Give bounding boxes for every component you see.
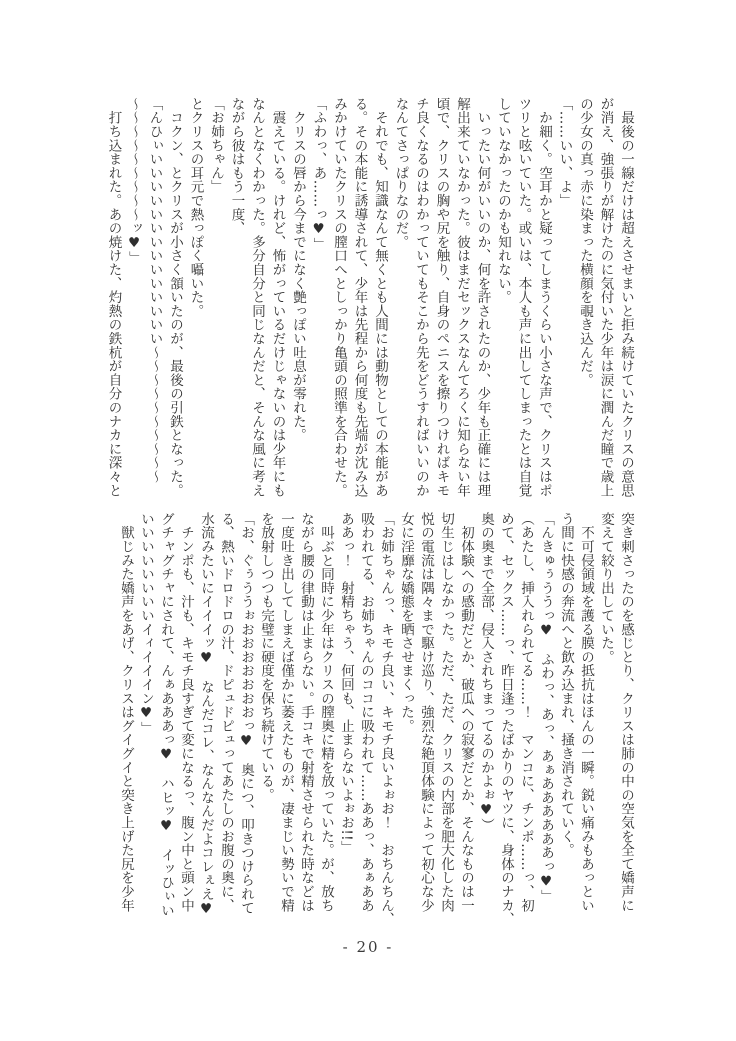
text-column: 一度吐き出してしまえば僅かに萎えたものが、凄まじい勢いで精: [278, 512, 294, 913]
text-column: 突き刺さったのを感じとり、クリスは肺の中の空気を全て嬌声に: [618, 512, 634, 913]
text-column: 「……いい、よ」: [556, 97, 573, 208]
text-column: 「ふわっ、あ……っ♥」: [310, 97, 327, 252]
page-number: - 20 -: [342, 938, 394, 956]
text-column: 震えている。けれど、怖がっているだけじゃないのは少年にも: [269, 97, 286, 498]
text-column: が消え、強張りが解けたのに気付いた少年は涙に潤んだ瞳で歳上: [597, 97, 614, 498]
text-column: （あたし、挿入れられてる……！ マンコに、チンポ……っ、初: [518, 512, 534, 913]
text-column: とクリスの耳元で熱っぽく囁いた。: [187, 97, 204, 318]
text-column: ながら腰の律動は止まらない。手コキで射精させられた時などは: [298, 512, 314, 913]
text-column: 不可侵領域を護る膜の抵抗はほんの一瞬。鋭い痛みもあっとい: [578, 512, 594, 913]
text-column: 水流みたいにイイイッ♥ なんだコレ、なんなんだよコレぇえ♥: [198, 512, 214, 918]
text-column: それでも、知識なんて無くとも人間には動物としての本能があ: [372, 97, 388, 498]
text-column: 「お姉ちゃんっ、キモチ良い、キモチ良いよぉお！ おちんちん、: [378, 512, 394, 926]
text-column: めて、セックス……っ、昨日逢ったばかりのヤツに、身体のナカ、: [498, 512, 514, 926]
text-column: う間に快感の奔流へと飲み込まれ、掻き消されていく。: [558, 512, 574, 857]
text-column: 悦の電流は隅々まで駆け巡り、強烈な絶頂体験によって初心な少: [418, 512, 434, 913]
text-column: 叫ぶと同時に少年はクリスの膣奥に精を放っていた。が、放ち: [318, 512, 334, 913]
text-column: 変えて絞り出していた。: [598, 512, 614, 664]
text-column: る。その本能に誘導されて、少年は先程から何度も先端が沈み込: [351, 97, 368, 498]
text-column: の少女の真っ赤に染まった横顔を覗き込んだ。: [577, 97, 593, 387]
text-column: る、熱いドロドロの汁、ドピュドピュってあたしのお腹の奥に、: [218, 512, 234, 913]
text-column: ～～～～～～～～～ッ♥」: [126, 97, 142, 266]
text-column: していなかったのかも知れない。: [495, 97, 511, 304]
text-column: みかけていたクリスの膣口へとしっかり亀頭の照準を合わせた。: [331, 97, 347, 498]
text-column: なんてさっぱりなのだ。: [392, 97, 409, 249]
text-column: 獣じみた嬌声をあげ、クリスはグイグイと突き上げた尻を少年: [118, 512, 134, 913]
text-column: 解出来ていなかった。彼はまだセックスなんてろくに知らない年: [454, 97, 470, 498]
text-column: を放射しつつも完璧に硬度を保ち続けている。: [258, 512, 274, 802]
text-column: ああっ！ 射精ちゃう、何回も、止まらないよぉお!!」: [338, 512, 354, 855]
text-block-top: [103, 97, 636, 499]
text-column: 初体験への感動だとか、破瓜への寂寥だとか、そんなものは一: [458, 512, 474, 913]
text-column: いったい何がいいのか、何を許されたのか、少年も正確には理: [474, 97, 491, 498]
text-column: クリスの唇から今までになく艶っぽい吐息が零れた。: [290, 97, 306, 442]
text-column: 「お、ぐぅううぉおおおおおおおっ♥ 奥につ、叩きつけられて: [238, 512, 254, 915]
text-column: 「お姉ちゃん」: [208, 97, 224, 194]
text-column: 最後の一線だけは超えさせまいと拒み続けていたクリスの意思: [618, 97, 634, 498]
text-column: 切生じはしなかった。ただ、ただ、クリスの内部を肥大化した肉: [438, 512, 454, 913]
text-column: グチャグチャにされて、んぁあああっ♥ ハヒッ♥ イッひぃい: [158, 512, 174, 918]
text-column: ながら彼はもう一度、: [228, 97, 245, 235]
text-column: 打ち込まれた。あの焼けた、灼熱の鉄杭が自分のナカに深々と: [105, 97, 122, 498]
text-column: なんとなくわかった。多分自分と同じなんだと、そんな風に考え: [249, 97, 265, 498]
text-column: 吸われてる、お姉ちゃんのココに吸われて……ああっ、あぁああ: [358, 512, 374, 913]
text-block-bottom: [116, 512, 636, 936]
text-column: ツリと呟いていた。或いは、本人も声に出してしまったとは自覚: [515, 97, 532, 498]
text-column: コクン、とクリスが小さく頷いたのが、最後の引鉄となった。: [167, 97, 183, 498]
text-column: 「んきゅぅううっ♥ ふわっ、あっ、あぁああああああっ♥」: [538, 512, 554, 904]
text-column: 「んひぃいいいいいいいいいいいいいい～～～～～～～～～～: [146, 97, 163, 484]
text-column: チンポも、汁も、キモチ良すぎて変になるっ、腹ン中と頭ン中: [178, 512, 194, 913]
text-column: チ良くなるのはわかっていてもそこから先をどうすればいいのか: [413, 97, 429, 498]
text-column: いいいいいいいいイィイイイン♥」: [138, 512, 154, 736]
text-column: か細く。空耳かと疑ってしまうくらい小さな声で、クリスはポ: [536, 97, 552, 498]
text-column: 奥の奥まで全部、侵入されちまってるのかよぉ♥）: [478, 512, 494, 832]
text-column: 女に淫靡な嬌態を晒させまくった。: [398, 512, 414, 733]
text-column: 頃で、クリスの胸や尻を触り、自身のペニスを擦りつければキモ: [433, 97, 450, 498]
